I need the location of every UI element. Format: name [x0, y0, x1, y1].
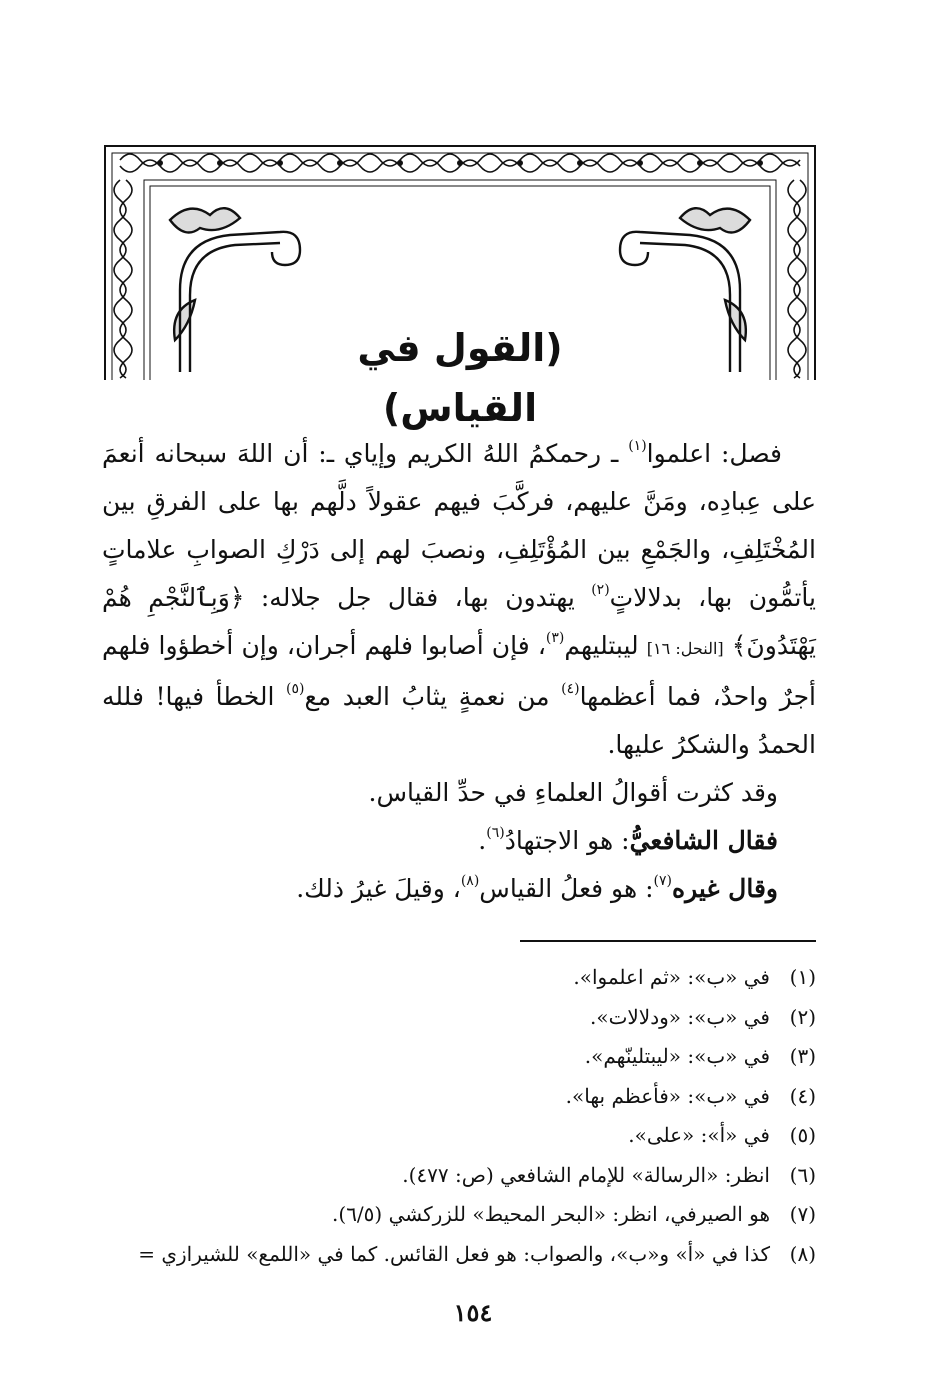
text-run: : هو الاجتهادُ	[504, 826, 630, 855]
quran-verse: يهتدون بها، فقال جل جلاله: ﴿وَبِٱلنَّجْمِ هُمْ يَهْتَدُونَ﴾	[102, 583, 816, 660]
footnote-text: في «ب»: «ودلالات».	[589, 1004, 770, 1029]
footnote-marker-1[interactable]: (١)	[628, 438, 647, 454]
paragraph-intro	[102, 430, 816, 769]
footnote-item	[102, 1116, 818, 1156]
footnote-marker-4[interactable]: (٤)	[561, 681, 580, 697]
footnote-text: هو الصيرفي، انظر: «البحر المحيط» للزركشي (٦/٥).	[332, 1202, 770, 1226]
footnote-divider	[520, 940, 816, 942]
footnote-text: كذا في «أ» و«ب»، والصواب: هو فعل القائس. كما في «اللمع» للشيرازي =	[138, 1241, 770, 1266]
text-run: ليبتليهم	[564, 631, 647, 660]
paragraph-definitions	[102, 769, 816, 817]
footnote-marker-7[interactable]: (٧)	[653, 873, 672, 889]
footnote-marker-2[interactable]: (٢)	[591, 582, 610, 598]
text-run: .	[478, 826, 487, 855]
footnote-number: (٢)	[789, 1004, 816, 1029]
footnote-item	[102, 1037, 818, 1077]
footnote-number: (٣)	[789, 1044, 816, 1068]
text-run: ـ رحمكمُ اللهُ الكريم وإياي ـ: أن اللهَ سبحانه أنعمَ على عِبادِه، ومَنَّ عليهم، فركَّبَ فيهم عقولاً دلَّهم بها على الفرقِ بين المُخْتَلِفِ، والجَمْعِ بين المُؤْتَلِفِ، ونصبَ لهم إلى دَرْكِ الصوابِ علاماتٍ يأتمُّون بها، بدلالاتٍ	[102, 439, 817, 612]
footnote-item	[102, 1077, 818, 1117]
footnote-number: (٨)	[789, 1241, 816, 1266]
footnote-text: انظر: «الرسالة» للإمام الشافعي (ص: ٤٧٧).	[402, 1162, 770, 1187]
text-run: فصل: اعلموا	[646, 439, 782, 468]
footnote-marker-5[interactable]: (٥)	[286, 681, 305, 697]
footnote-item	[102, 1195, 818, 1235]
paragraph-others	[102, 865, 816, 913]
footnote-marker-3[interactable]: (٣)	[545, 630, 565, 646]
footnote-text: في «ب»: «فأعظم بها».	[565, 1083, 770, 1108]
footnote-item	[102, 1235, 818, 1275]
footnote-item	[102, 1156, 818, 1196]
footnote-number: (٤)	[789, 1083, 816, 1108]
text-run: من نعمةٍ يثابُ العبد مع	[304, 682, 562, 711]
text-run: وقد كثرت أقوالُ العلماءِ في حدِّ القياس.	[368, 778, 778, 807]
footnote-text: في «أ»: «على».	[628, 1123, 770, 1147]
footnote-text: في «ب»: «ثم اعلموا».	[573, 965, 770, 989]
footnote-number: (٦)	[789, 1162, 816, 1187]
footnote-number: (٧)	[789, 1202, 816, 1226]
chapter-title: (القول في القياس)	[357, 326, 563, 430]
footnote-marker-8[interactable]: (٨)	[460, 873, 480, 889]
speaker-name: وقال غيره	[671, 874, 778, 903]
footnotes-list	[102, 958, 818, 1274]
text-run: ، فإن أصابوا فلهم أجران، وإن أخطؤوا فلهم أجرٌ واحدٌ، فما أعظمها	[102, 631, 817, 711]
speaker-name: فقال الشافعيُّ	[629, 826, 778, 855]
footnote-number: (٥)	[789, 1123, 816, 1147]
verse-reference: [النحل: ١٦]	[646, 639, 724, 658]
footnote-item	[102, 958, 818, 998]
footnote-number: (١)	[789, 965, 816, 989]
text-run: ، وقيلَ غيرُ ذلك.	[296, 874, 461, 903]
footnote-item	[102, 998, 818, 1038]
paragraph-shafii	[102, 817, 816, 865]
body-text	[102, 430, 816, 913]
footnote-marker-6[interactable]: (٦)	[486, 825, 505, 841]
page-number: ١٥٤	[453, 1298, 493, 1327]
footnote-text: في «ب»: «ليبتلينّهم».	[584, 1044, 770, 1068]
text-run: الخطأ فيها! فلله الحمدُ والشكرُ عليها.	[102, 682, 816, 759]
text-run: : هو فعلُ القياس	[479, 874, 654, 903]
